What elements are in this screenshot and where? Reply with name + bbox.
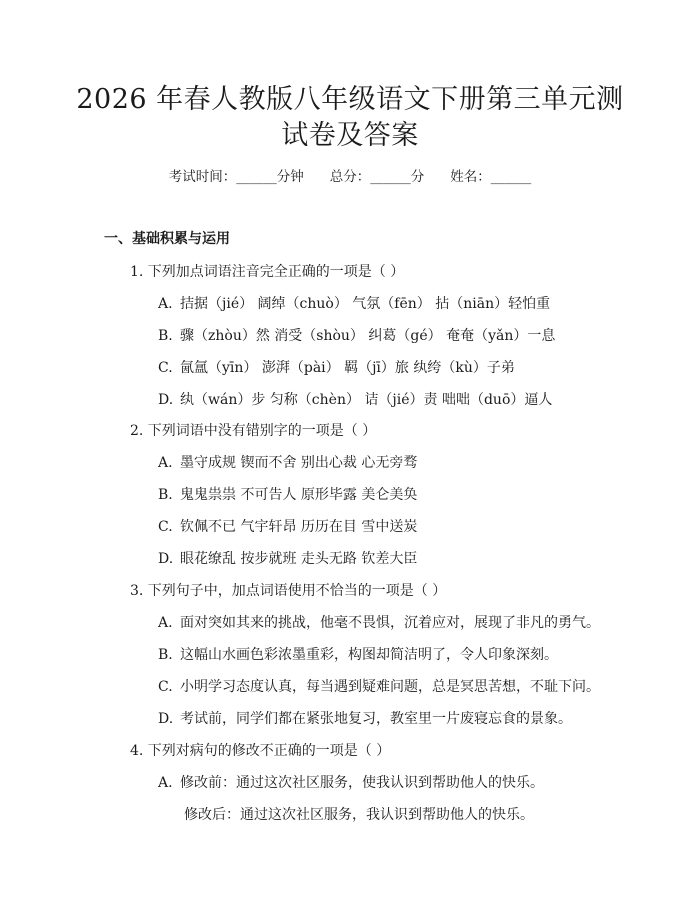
question-option [158, 644, 558, 666]
exam-title-line1: 2026 年春人教版八年级语文下册第三单元测 [76, 84, 624, 115]
question-stem: 3. 下列句子中，加点词语使用不恰当的一项是（ ） [130, 583, 447, 599]
option-text: 拮据（jié） 阔绰（chuò） 气氛（fēn） 拈（niān）轻怕重 [180, 296, 551, 312]
option-text: 氤氲（yīn） 澎湃（pài） 羁（jī）旅 纨绔（kù）子弟 [180, 360, 515, 376]
option-label: A. [158, 775, 173, 791]
option-text: 面对突如其来的挑战，他毫不畏惧，沉着应对，展现了非凡的勇气。 [180, 615, 600, 631]
name-field: 姓名：______ [450, 169, 532, 185]
question-option [158, 708, 572, 730]
option-label: B. [158, 487, 173, 503]
option-text: 考试前，同学们都在紧张地复习，教室里一片废寝忘食的景象。 [180, 711, 572, 727]
option-text: 墨守成规 锲而不舍 别出心裁 心无旁骛 [180, 455, 418, 471]
option-text: 这幅山水画色彩浓墨重彩，构图却简洁明了，令人印象深刻。 [180, 647, 558, 663]
question-option [158, 548, 417, 570]
option-text: 骤（zhòu）然 消受（shòu） 纠葛（gé） 奄奄（yǎn）一息 [180, 328, 556, 344]
option-text: 鬼鬼祟祟 不可告人 原形毕露 美仑美奂 [180, 487, 418, 503]
exam-meta [0, 166, 700, 188]
option-text: 修改前：通过这次社区服务，使我认识到帮助他人的快乐。 [180, 775, 544, 791]
question-option [158, 293, 550, 315]
section-heading: 一、基础积累与运用 [104, 231, 230, 247]
option-text: 纨（wán）步 匀称（chèn） 诘（jié）责 咄咄（duō）逼人 [180, 392, 553, 408]
question-option [158, 452, 417, 474]
option-label: C. [158, 360, 173, 376]
question-option [158, 484, 417, 506]
option-label: A. [158, 296, 173, 312]
option-revision: 修改后：通过这次社区服务，我认识到帮助他人的快乐。 [184, 807, 534, 823]
option-label: B. [158, 328, 173, 344]
option-label: C. [158, 519, 173, 535]
question-stem: 4. 下列对病句的修改不正确的一项是（ ） [130, 743, 391, 759]
question-option [158, 612, 600, 634]
option-label: A. [158, 455, 173, 471]
time-field: 考试时间：______分钟 [168, 169, 304, 185]
question-option [158, 357, 515, 379]
option-text: 钦佩不已 气宇轩昂 历历在目 雪中送炭 [180, 519, 418, 535]
score-field: 总分：______分 [329, 169, 425, 185]
question-option [158, 389, 552, 411]
option-text: 小明学习态度认真，每当遇到疑难问题，总是冥思苦想，不耻下问。 [180, 679, 600, 695]
option-label: C. [158, 679, 173, 695]
question-stem: 1. 下列加点词语注音完全正确的一项是（ ） [130, 264, 405, 280]
option-label: D. [158, 392, 174, 408]
question-option [158, 772, 544, 794]
option-text: 眼花缭乱 按步就班 走头无路 钦差大臣 [180, 551, 418, 567]
exam-title-line2: 试卷及答案 [281, 120, 419, 151]
option-label: B. [158, 647, 173, 663]
question-stem: 2. 下列词语中没有错别字的一项是（ ） [130, 423, 377, 439]
question-option [158, 676, 600, 698]
question-option [158, 325, 555, 347]
option-label: D. [158, 711, 174, 727]
option-label: D. [158, 551, 174, 567]
option-label: A. [158, 615, 173, 631]
question-option [158, 516, 417, 538]
